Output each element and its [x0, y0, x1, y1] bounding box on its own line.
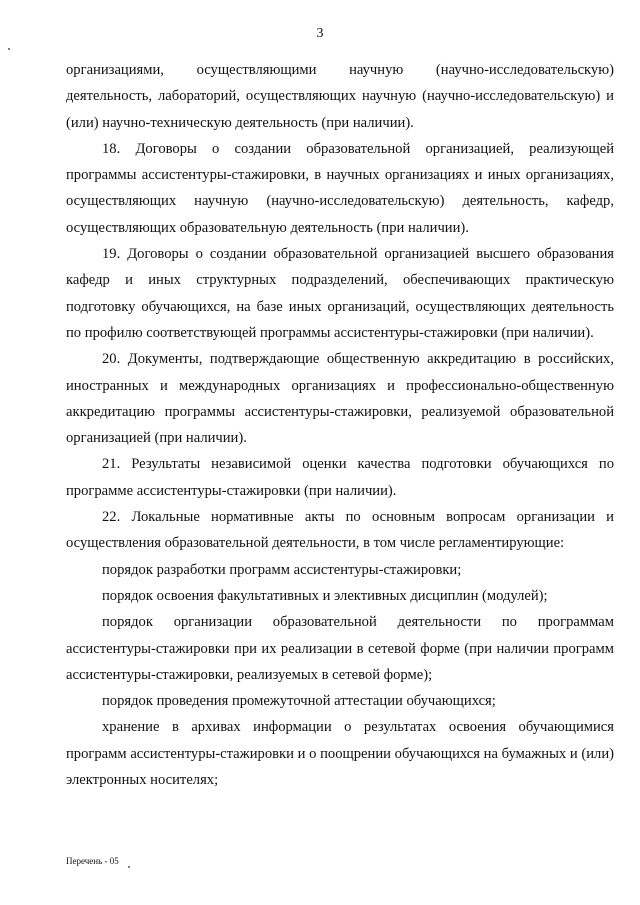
paragraph-item-18: 18. Договоры о создании образовательной организацией, реализующей программы ассистентуры-стажировки, в научных организациях и иных организациях, осуществляющих научную (научно-исследовательскую) деятельность, кафедр, осуществляющих образовательную деятельность (при наличии).	[66, 140, 614, 236]
page-number: 3	[316, 26, 324, 41]
scan-speck	[128, 866, 130, 868]
paragraph-subitem-attestation: порядок проведения промежуточной аттестации обучающихся;	[102, 693, 496, 710]
paragraph-item-21: 21. Результаты независимой оценки качества подготовки обучающихся по программе ассистентуры-стажировки (при наличии).	[66, 456, 614, 499]
page-footer: Перечень - 05	[66, 856, 119, 866]
paragraph-subitem-network-form: порядок организации образовательной деятельности по программам ассистентуры-стажировки при их реализации в сетевой форме (при наличии программ ассистентуры-стажировки, реализуемых в сетевой форме);	[66, 614, 614, 683]
paragraph-item-19: 19. Договоры о создании образовательной организацией высшего образования кафедр и иных структурных подразделений, обеспечивающих практическую подготовку обучающихся, на базе иных организаций, осуществляющих деятельность по профилю соответствующей программы ассистентуры-стажировки (при наличии).	[66, 246, 614, 341]
paragraph-item-22: 22. Локальные нормативные акты по основным вопросам организации и осуществления образовательной деятельности, в том числе регламентирующие:	[66, 509, 614, 552]
scan-speck	[8, 48, 10, 50]
paragraph-continuation: организациями, осуществляющими научную (научно-исследовательскую) деятельность, лабораторий, осуществляющих научную (научно-исследовательскую) и (или) научно-техническую деятельность (при наличии).	[66, 62, 614, 131]
paragraph-subitem-electives: порядок освоения факультативных и элективных дисциплин (модулей);	[102, 587, 548, 604]
paragraph-item-20: 20. Документы, подтверждающие общественную аккредитацию в российских, иностранных и международных организациях и профессионально-общественную аккредитацию программы ассистентуры-стажировки, реализуемой образовательной организацией (при наличии).	[66, 351, 614, 447]
document-body	[66, 57, 614, 793]
paragraph-subitem-development: порядок разработки программ ассистентуры-стажировки;	[102, 561, 462, 578]
paragraph-subitem-archives: хранение в архивах информации о результатах освоения обучающимися программ ассистентуры-стажировки и о поощрении обучающихся на бумажных и (или) электронных носителях;	[66, 719, 614, 789]
